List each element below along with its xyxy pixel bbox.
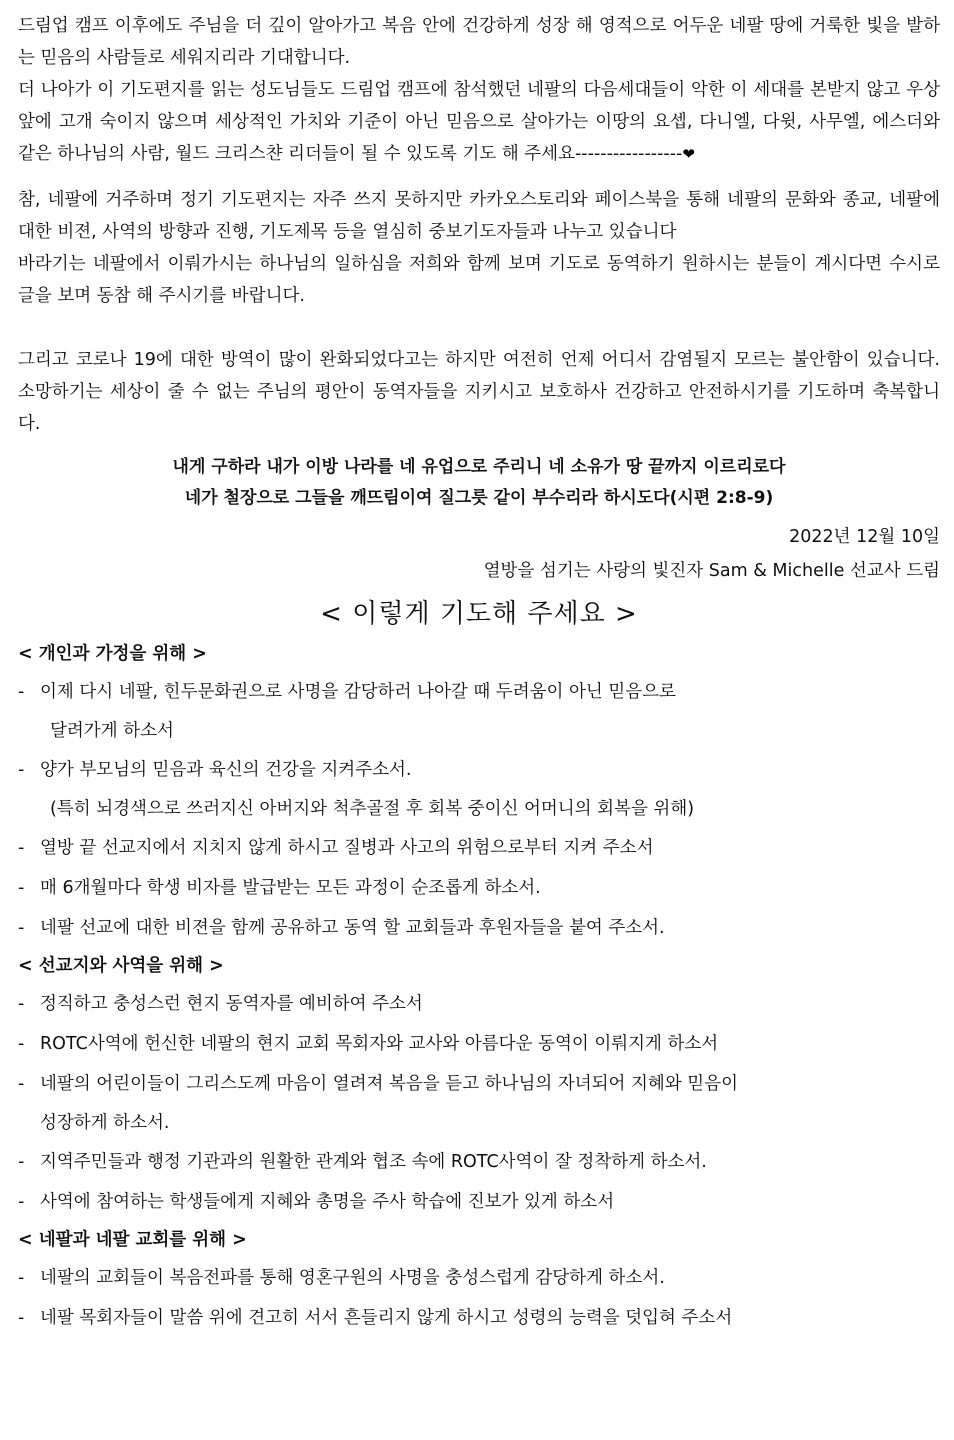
prayer-title: < 이렇게 기도해 주세요 >	[320, 599, 638, 629]
list-dash: -	[18, 1268, 25, 1288]
prayer-item-text: 네팔의 어린이들이 그리스도께 마음이 열려져 복음을 듣고 하나님의 자녀되어 지혜와 믿음이	[40, 1074, 739, 1094]
prayer-item-text: 정직하고 충성스런 현지 동역자를 예비하여 주소서	[40, 994, 423, 1014]
list-dash: -	[18, 878, 25, 898]
prayer-item	[18, 1024, 940, 1064]
bible-verse-line-1: 내게 구하라 내가 이방 나라를 네 유업으로 주리니 네 소유가 땅 끝까지 이르리로다	[172, 457, 786, 477]
list-dash: -	[18, 1034, 25, 1054]
list-dash: -	[18, 918, 25, 938]
letter-date: 2022년 12월 10일	[789, 527, 940, 547]
prayer-item-text: 네팔의 교회들이 복음전파를 통해 영혼구원의 사명을 충성스럽게 감당하게 하소서.	[40, 1268, 665, 1288]
prayer-item	[18, 984, 940, 1024]
list-dash: -	[18, 760, 25, 780]
paragraph-sns-sharing: 참, 네팔에 거주하며 정기 기도편지는 자주 쓰지 못하지만 카카오스토리와 페이스북을 통해 네팔의 문화와 종교, 네팔에 대한 비젼, 사역의 방향과 진행, 기도제목 등을 열심히 중보기도자들과 나누고 있습니다	[18, 190, 940, 242]
prayer-item	[18, 1258, 940, 1298]
list-dash: -	[18, 1152, 25, 1172]
prayer-item	[18, 750, 940, 790]
list-dash: -	[18, 682, 25, 702]
paragraph-prayer-request	[18, 74, 940, 170]
bible-verse-line-2: 네가 철장으로 그들을 깨뜨림이여 질그릇 같이 부수리라 하시도다(시편 2:8-9)	[184, 488, 774, 508]
prayer-item-text: 양가 부모님의 믿음과 육신의 건강을 지켜주소서.	[40, 760, 412, 780]
list-dash: -	[18, 994, 25, 1014]
prayer-section-mission	[18, 948, 940, 1222]
prayer-item-text: 지역주민들과 행정 기관과의 원활한 관계와 협조 속에 ROTC사역이 잘 정착하게 하소서.	[40, 1152, 707, 1172]
prayer-item	[18, 868, 940, 908]
prayer-item-continuation: 달려가게 하소서	[50, 721, 174, 741]
prayer-item-text: 네팔 선교에 대한 비젼을 함께 공유하고 동역 할 교회들과 후원자들을 붙여 주소서.	[40, 918, 665, 938]
prayer-item-text: 열방 끝 선교지에서 지치지 않게 하시고 질병과 사고의 위험으로부터 지켜 주소서	[40, 838, 654, 858]
list-dash: -	[18, 1074, 25, 1094]
prayer-item	[18, 828, 940, 868]
section-heading: < 네팔과 네팔 교회를 위해 >	[18, 1230, 247, 1250]
section-heading: < 개인과 가정을 위해 >	[18, 644, 207, 664]
prayer-item	[18, 908, 940, 948]
bible-verse	[18, 452, 940, 514]
prayer-item-continuation: 성장하게 하소서.	[40, 1113, 170, 1133]
prayer-item	[18, 1298, 940, 1338]
prayer-section-personal	[18, 636, 940, 948]
letter-sender: 열방을 섬기는 사랑의 빛진자 Sam & Michelle 선교사 드림	[483, 561, 940, 581]
spacer	[18, 312, 940, 344]
paragraph-dreamup-hope: 드림업 캠프 이후에도 주님을 더 깊이 알아가고 복음 안에 건강하게 성장 해 영적으로 어두운 네팔 땅에 거룩한 빛을 발하는 믿음의 사람들로 세워지리라 기대합니다.	[18, 16, 940, 68]
prayer-item	[18, 1142, 940, 1182]
prayer-item-text: ROTC사역에 헌신한 네팔의 현지 교회 목회자와 교사와 아름다운 동역이 이뤄지게 하소서	[40, 1034, 719, 1054]
prayer-item	[18, 1064, 940, 1104]
list-dash: -	[18, 1192, 25, 1212]
heart-icon: ❤	[682, 145, 695, 163]
prayer-item-text: 매 6개월마다 학생 비자를 발급받는 모든 과정이 순조롭게 하소서.	[40, 878, 541, 898]
prayer-item-text: 이제 다시 네팔, 힌두문화권으로 사명을 감당하러 나아갈 때 두려움이 아닌 믿음으로	[40, 682, 676, 702]
paragraph-join-request: 바라기는 네팔에서 이뤄가시는 하나님의 일하심을 저희와 함께 보며 기도로 동역하기 원하시는 분들이 계시다면 수시로 글을 보며 동참 해 주시기를 바랍니다.	[18, 254, 940, 306]
list-dash: -	[18, 838, 25, 858]
prayer-item	[18, 672, 940, 712]
paragraph-prayer-request-text: 더 나아가 이 기도편지를 읽는 성도님들도 드림업 캠프에 참석했던 네팔의 다음세대들이 악한 이 세대를 본받지 않고 우상 앞에 고개 숙이지 않으며 세상적인 가치와 기준이 아닌 믿음으로 살아가는 이땅의 요셉, 다니엘, 다윗, 사무엘, 에스더와 같은 하나님의 사람, 월드 크리스챤 리더들이 될 수 있도록 기도 해 주세요-----------------	[18, 80, 940, 164]
signoff	[18, 520, 940, 588]
paragraph-covid-blessing: 그리고 코로나 19에 대한 방역이 많이 완화되었다고는 하지만 여전히 언제 어디서 감염될지 모르는 불안함이 있습니다. 소망하기는 세상이 줄 수 없는 주님의 평안이 동역자들을 지키시고 보호하사 건강하고 안전하시기를 기도하며 축복합니다.	[18, 350, 940, 434]
section-heading: < 선교지와 사역을 위해 >	[18, 956, 224, 976]
list-dash: -	[18, 1308, 25, 1328]
prayer-section-nepal-church	[18, 1222, 940, 1338]
prayer-item-text: 사역에 참여하는 학생들에게 지혜와 총명을 주사 학습에 진보가 있게 하소서	[40, 1192, 615, 1212]
prayer-item-continuation: (특히 뇌경색으로 쓰러지신 아버지와 척추골절 후 회복 중이신 어머니의 회복을 위해)	[50, 799, 695, 819]
prayer-item-text: 네팔 목회자들이 말씀 위에 견고히 서서 흔들리지 않게 하시고 성령의 능력을 덧입혀 주소서	[40, 1308, 733, 1328]
spacer	[18, 170, 940, 184]
prayer-item	[18, 1182, 940, 1222]
